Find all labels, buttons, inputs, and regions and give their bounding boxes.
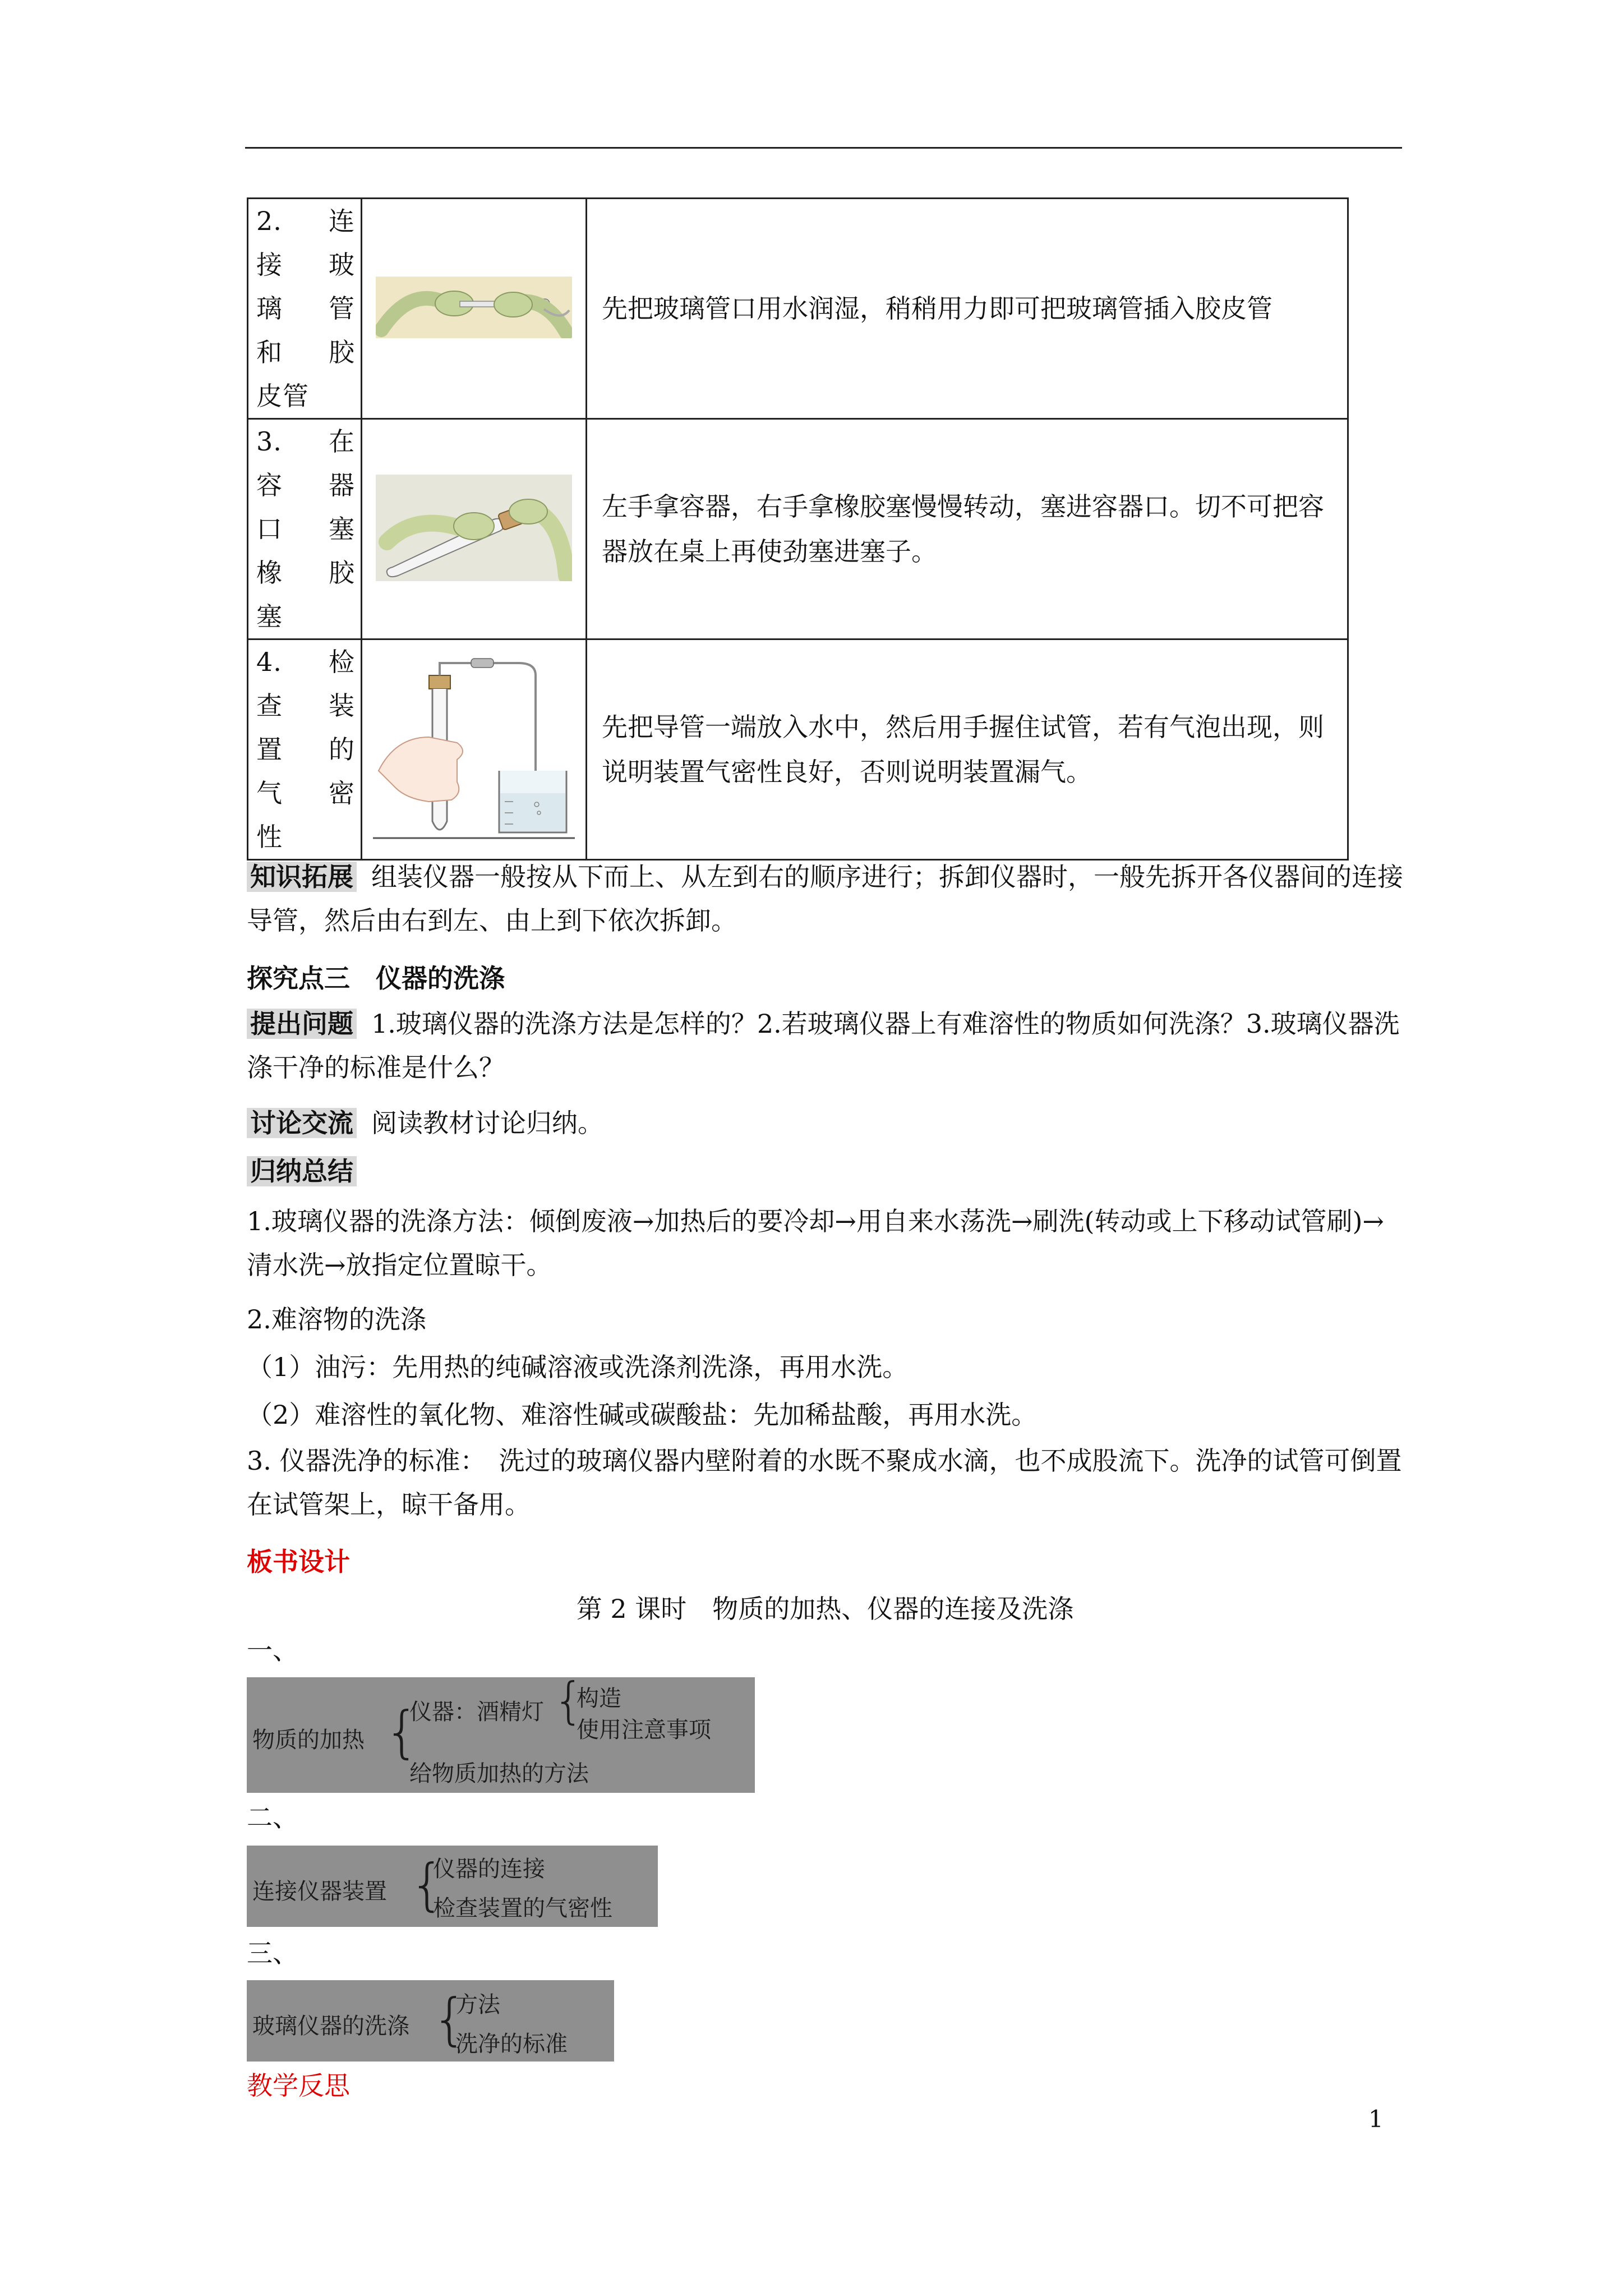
step-picture-cell [362, 199, 587, 419]
step-name-line: 橡 胶 [256, 558, 355, 588]
page-number: 1 [1368, 2105, 1384, 2133]
board-leaf: 洗净的标准 [455, 2031, 568, 2057]
step-name-line: 2. 连 [256, 206, 355, 236]
summary-paragraph: 2.难溶物的洗涤 [247, 1304, 426, 1335]
section-label: 讨论交流 [247, 1108, 357, 1138]
summary-paragraph: （1）油污：先用热的纯碱溶液或洗涤剂洗涤，再用水洗。 [247, 1352, 909, 1382]
board-part-number: 一、 [247, 1635, 298, 1665]
summary-paragraph: 3. 仪器洗净的标准： 洗过的玻璃仪器内壁附着的水既不聚成水滴，也不成股流下。洗净的试管可倒置在试管架上，晾干备用。 [247, 1446, 1402, 1520]
raise-question [247, 1002, 1403, 1089]
board-leaf: 检查装置的气密性 [433, 1895, 612, 1921]
board-leaf: 方法 [455, 1992, 500, 2018]
step-picture-cell [362, 419, 587, 639]
airtightness-check-apparatus-icon [373, 653, 575, 844]
step-name-line: 和 胶 [256, 337, 355, 367]
step-name-cell [248, 419, 362, 639]
board-diagram-connection [247, 1846, 658, 1927]
summary-heading [247, 1148, 1403, 1195]
step-picture-cell [362, 639, 587, 860]
step-name-cell [248, 199, 362, 419]
step-description: 先把玻璃管口用水润湿，稍稍用力即可把玻璃管插入胶皮管 [587, 199, 1348, 419]
brace-icon: { [432, 1986, 468, 2052]
table-row [248, 199, 1348, 419]
brace-icon: { [553, 1672, 584, 1729]
board-part-number: 二、 [247, 1802, 298, 1833]
paragraph-text: 1.玻璃仪器的洗涤方法是怎样的？2.若玻璃仪器上有难溶性的物质如何洗涤？3.玻璃仪器洗涤干净的标准是什么？ [247, 1009, 1400, 1083]
step-name-line: 皮管 [256, 381, 309, 411]
summary-paragraph: （2）难溶性的氧化物、难溶性碱或碳酸盐：先加稀盐酸，再用水洗。 [247, 1400, 1038, 1430]
step-name-line: 口 塞 [256, 514, 355, 544]
board-diagram-washing [247, 1980, 614, 2062]
section-title: 探究点三 仪器的洗涤 [247, 963, 505, 993]
table-row [248, 639, 1348, 860]
step-name-line: 塞 [256, 601, 283, 632]
step-name-line: 性 [256, 822, 283, 852]
teaching-reflection-label: 教学反思 [247, 2070, 350, 2101]
board-leaf: 使用注意事项 [577, 1717, 711, 1743]
paragraph-text: 阅读教材讨论归纳。 [371, 1108, 603, 1138]
step-name-line: 容 器 [256, 470, 355, 500]
board-diagram-heating [247, 1672, 755, 1793]
connect-tube-hands-icon [376, 277, 572, 338]
board-part-number: 三、 [247, 1938, 298, 1968]
step-name-line: 查 装 [256, 691, 355, 721]
insert-stopper-hands-icon [376, 475, 572, 581]
header-rule [245, 147, 1402, 149]
step-name-cell [248, 639, 362, 860]
board-leaf: 构造 [577, 1686, 621, 1711]
step-name-line: 气 密 [256, 778, 355, 808]
board-root: 物质的加热 [252, 1727, 365, 1753]
board-root: 连接仪器装置 [252, 1879, 387, 1904]
step-name-line: 置 的 [256, 734, 355, 765]
board-design-label: 板书设计 [247, 1547, 350, 1577]
section-label: 知识拓展 [247, 862, 357, 892]
brace-icon: { [384, 1699, 420, 1765]
section-label: 归纳总结 [247, 1156, 357, 1186]
board-branch: 仪器：酒精灯 [409, 1699, 544, 1725]
board-branch: 给物质加热的方法 [409, 1761, 589, 1787]
board-subtitle: 第 2 课时 物质的加热、仪器的连接及洗涤 [576, 1594, 1074, 1624]
section-label: 提出问题 [247, 1009, 357, 1039]
step-name-line: 4. 检 [256, 647, 355, 677]
step-name-line: 接 玻 [256, 250, 355, 280]
discussion [247, 1099, 1403, 1147]
summary-paragraph: 1.玻璃仪器的洗涤方法：倾倒废液→加热后的要冷却→用自来水荡洗→刷洗(转动或上下移动试管刷)→清水洗→放指定位置晾干。 [247, 1206, 1384, 1280]
step-name-line: 3. 在 [256, 426, 355, 457]
board-leaf: 仪器的连接 [433, 1856, 545, 1882]
board-root: 玻璃仪器的洗涤 [252, 2013, 409, 2039]
knowledge-extension [247, 855, 1403, 942]
table-row [248, 419, 1348, 639]
paragraph-text: 组装仪器一般按从下而上、从左到右的顺序进行；拆卸仪器时，一般先拆开各仪器间的连接导管，然后由右到左、由上到下依次拆卸。 [247, 862, 1403, 936]
step-description: 先把导管一端放入水中，然后用手握住试管，若有气泡出现，则说明装置气密性良好，否则说明装置漏气。 [587, 639, 1348, 860]
step-description: 左手拿容器，右手拿橡胶塞慢慢转动，塞进容器口。切不可把容器放在桌上再使劲塞进塞子。 [587, 419, 1348, 639]
step-name-line: 璃 管 [256, 293, 355, 324]
assembly-steps-table [247, 197, 1349, 861]
brace-icon: { [409, 1852, 445, 1917]
